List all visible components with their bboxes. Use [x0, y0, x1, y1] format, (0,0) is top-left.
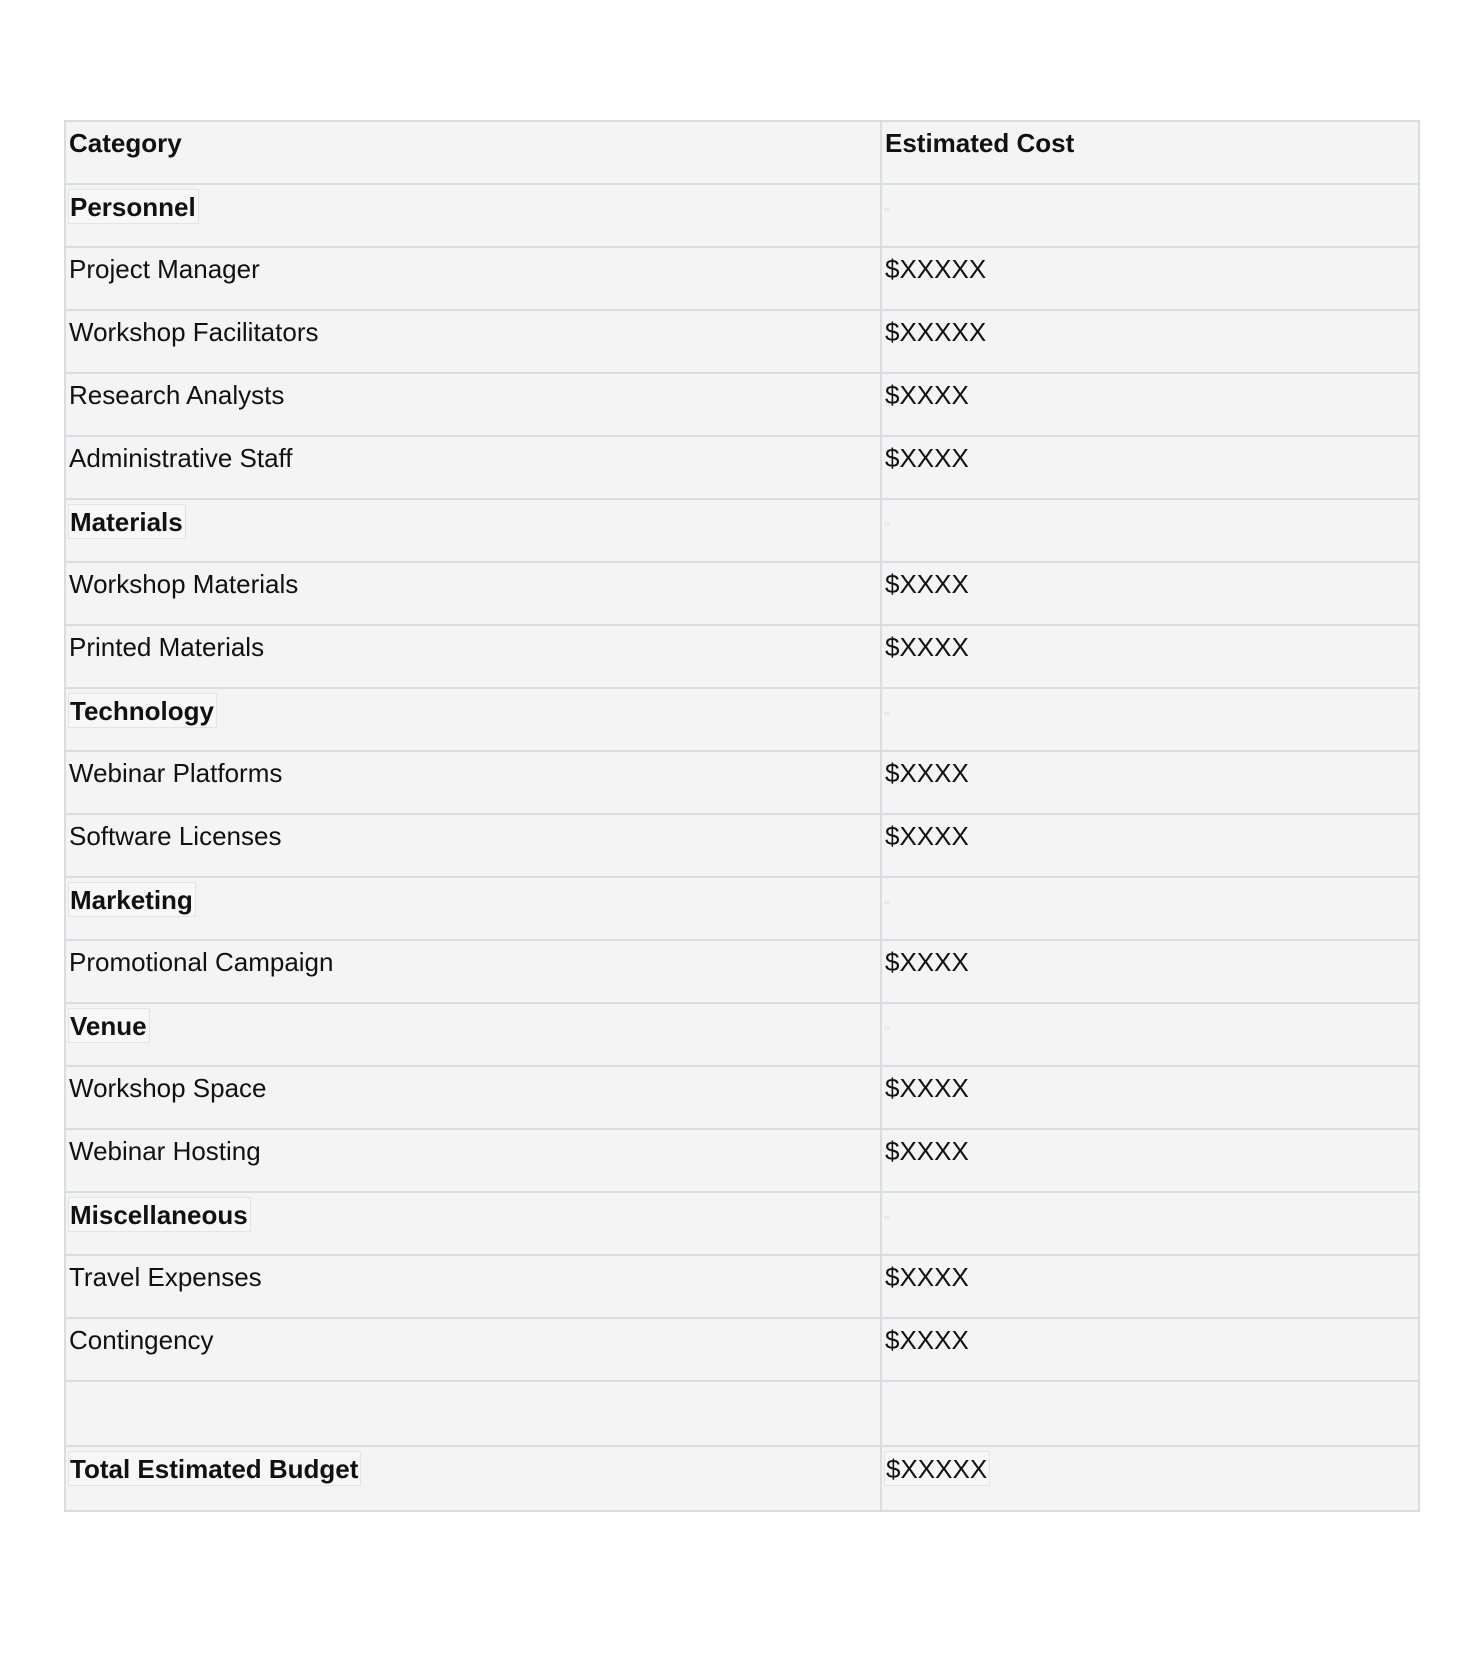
category-cell: [65, 373, 881, 436]
category-label: Administrative Staff: [69, 443, 293, 473]
section-heading: Materials: [70, 507, 183, 537]
estimated-cost-header-cell: [881, 121, 1419, 184]
category-cell: [65, 1192, 881, 1255]
cost-cell: [881, 1318, 1419, 1381]
cost-cell: [881, 1381, 1419, 1446]
cost-cell: [881, 1192, 1419, 1255]
category-cell: [65, 1129, 881, 1192]
section-heading: Technology: [70, 696, 214, 726]
table-row: [65, 751, 1419, 814]
cost-cell: [881, 373, 1419, 436]
section-row: [65, 877, 1419, 940]
section-row: [65, 499, 1419, 562]
cost-value: $XXXX: [885, 1325, 969, 1355]
table-row: [65, 1255, 1419, 1318]
category-cell: [65, 814, 881, 877]
cost-cell: [881, 184, 1419, 247]
category-cell: [65, 688, 881, 751]
category-header: Category: [69, 128, 182, 158]
total-label: Total Estimated Budget: [70, 1454, 359, 1484]
section-row: [65, 688, 1419, 751]
estimated-cost-header: Estimated Cost: [885, 128, 1075, 158]
budget-table: [64, 120, 1420, 1512]
cost-value: $XXXX: [885, 380, 969, 410]
cost-cell: [881, 877, 1419, 940]
category-cell: [65, 310, 881, 373]
cost-cell: [881, 814, 1419, 877]
section-heading: Venue: [70, 1011, 147, 1041]
cost-cell: [881, 940, 1419, 1003]
cost-cell: [881, 751, 1419, 814]
cost-value: [885, 902, 888, 903]
category-cell: [65, 940, 881, 1003]
category-label: Workshop Materials: [69, 569, 299, 599]
table-row: [65, 436, 1419, 499]
category-label: Contingency: [69, 1325, 214, 1355]
category-label: Travel Expenses: [69, 1262, 262, 1292]
category-cell: [65, 625, 881, 688]
cost-cell: [881, 247, 1419, 310]
total-label-cell: [65, 1446, 881, 1511]
table-row: [65, 247, 1419, 310]
section-heading: Marketing: [70, 885, 193, 915]
category-label: Research Analysts: [69, 380, 285, 410]
budget-table-body: [65, 184, 1419, 1446]
spacer-row: [65, 1381, 1419, 1446]
category-cell: [65, 499, 881, 562]
cost-cell: [881, 1066, 1419, 1129]
cost-value: [885, 1028, 888, 1029]
table-row: [65, 940, 1419, 1003]
section-heading: Miscellaneous: [70, 1200, 248, 1230]
cost-cell: [881, 1129, 1419, 1192]
table-row: [65, 310, 1419, 373]
cost-value: $XXXX: [885, 821, 969, 851]
category-cell: [65, 184, 881, 247]
cost-value: $XXXX: [885, 632, 969, 662]
total-cost-cell: [881, 1446, 1419, 1511]
cost-value: [885, 713, 888, 714]
cost-value: $XXXX: [885, 569, 969, 599]
table-row: [65, 1318, 1419, 1381]
cost-cell: [881, 688, 1419, 751]
section-row: [65, 1192, 1419, 1255]
cost-value: $XXXX: [885, 947, 969, 977]
cost-value: [885, 1217, 888, 1218]
category-header-cell: [65, 121, 881, 184]
cost-cell: [881, 310, 1419, 373]
total-row: [65, 1446, 1419, 1511]
cost-cell: [881, 499, 1419, 562]
cost-cell: [881, 562, 1419, 625]
cost-value: $XXXX: [885, 443, 969, 473]
category-label: Workshop Facilitators: [69, 317, 319, 347]
category-label: Promotional Campaign: [69, 947, 334, 977]
category-cell: [65, 1318, 881, 1381]
category-cell: [65, 247, 881, 310]
cost-value: $XXXX: [885, 1136, 969, 1166]
category-cell: [65, 751, 881, 814]
category-label: Webinar Platforms: [69, 758, 283, 788]
total-cost: $XXXXX: [886, 1454, 988, 1484]
category-cell: [65, 562, 881, 625]
category-label: Project Manager: [69, 254, 260, 284]
table-row: [65, 625, 1419, 688]
section-row: [65, 1003, 1419, 1066]
cost-cell: [881, 625, 1419, 688]
category-label: Workshop Space: [69, 1073, 267, 1103]
table-header-row: [65, 121, 1419, 184]
category-label: Printed Materials: [69, 632, 265, 662]
section-row: [65, 184, 1419, 247]
category-cell: [65, 1381, 881, 1446]
category-cell: [65, 1066, 881, 1129]
category-cell: [65, 436, 881, 499]
table-row: [65, 373, 1419, 436]
cost-cell: [881, 436, 1419, 499]
cost-value: $XXXX: [885, 1262, 969, 1292]
category-cell: [65, 877, 881, 940]
table-row: [65, 1066, 1419, 1129]
table-row: [65, 814, 1419, 877]
cost-cell: [881, 1003, 1419, 1066]
cost-value: $XXXX: [885, 758, 969, 788]
cost-value: $XXXX: [885, 1073, 969, 1103]
category-cell: [65, 1255, 881, 1318]
cost-value: $XXXXX: [885, 317, 987, 347]
cost-value: [885, 209, 888, 210]
table-row: [65, 562, 1419, 625]
section-heading: Personnel: [70, 192, 196, 222]
cost-value: $XXXXX: [885, 254, 987, 284]
cost-value: [885, 524, 888, 525]
cost-cell: [881, 1255, 1419, 1318]
category-label: Webinar Hosting: [69, 1136, 261, 1166]
table-row: [65, 1129, 1419, 1192]
category-label: Software Licenses: [69, 821, 282, 851]
category-cell: [65, 1003, 881, 1066]
